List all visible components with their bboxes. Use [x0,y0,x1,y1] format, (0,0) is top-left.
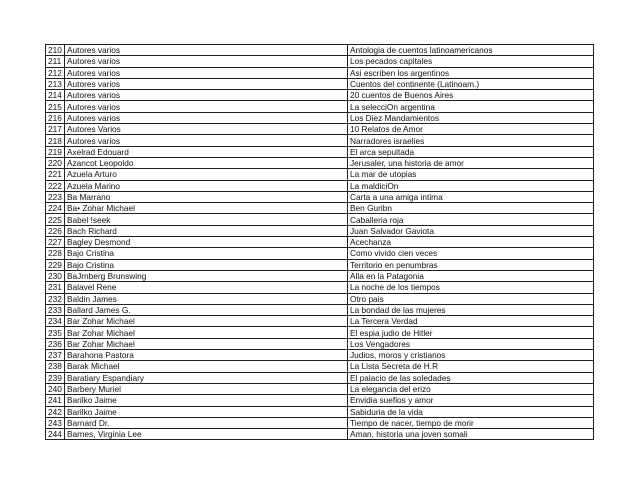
row-number-cell: 237 [46,350,65,361]
author-cell: Bar Zohar Michael [65,327,348,338]
row-number-cell: 225 [46,214,65,225]
table-row [46,270,594,281]
table-row [46,406,594,417]
author-cell: Autores varios [65,56,348,67]
author-cell: Barahona Pastora [65,350,348,361]
author-cell: Autores Varios [65,124,348,135]
row-number-cell: 222 [46,180,65,191]
title-cell: La Lista Secreta de H.R [348,361,594,372]
author-cell: Azuela Arturo [65,169,348,180]
table-row [46,395,594,406]
table-row [46,338,594,349]
title-cell: La elegancia del erizo [348,383,594,394]
row-number-cell: 244 [46,429,65,440]
author-cell: Bach Richard [65,225,348,236]
row-number-cell: 236 [46,338,65,349]
title-cell: Sabiduria de la vida [348,406,594,417]
row-number-cell: 211 [46,56,65,67]
row-number-cell: 218 [46,135,65,146]
author-cell: Ballard James G. [65,304,348,315]
title-cell: Envidia suefios y amor [348,395,594,406]
title-cell: Tiempo de nacer, tiempo de morir [348,417,594,428]
title-cell: La mar de utopias [348,169,594,180]
title-cell: La maldiciOn [348,180,594,191]
book-list-table [45,44,594,440]
row-number-cell: 238 [46,361,65,372]
table-row [46,45,594,56]
author-cell: BaJrnberg Brunswing [65,270,348,281]
author-cell: Bajo Cristina [65,248,348,259]
row-number-cell: 241 [46,395,65,406]
row-number-cell: 239 [46,372,65,383]
row-number-cell: 229 [46,259,65,270]
title-cell: Acechanza [348,237,594,248]
table-row [46,214,594,225]
row-number-cell: 228 [46,248,65,259]
table-row [46,203,594,214]
table-row [46,304,594,315]
author-cell: Autores varios [65,78,348,89]
table-row [46,169,594,180]
row-number-cell: 243 [46,417,65,428]
author-cell: Barilko Jaime [65,406,348,417]
table-row [46,180,594,191]
title-cell: Caballeria roja [348,214,594,225]
title-cell: Ben Guribn [348,203,594,214]
author-cell: Autores varios [65,45,348,56]
table-row [46,112,594,123]
title-cell: El arca sepultada [348,146,594,157]
table-row [46,383,594,394]
title-cell: Alla en la Patagonia [348,270,594,281]
title-cell: Los Vengadores [348,338,594,349]
author-cell: Balavel Rene [65,282,348,293]
table-row [46,78,594,89]
table-row [46,146,594,157]
table-row [46,56,594,67]
table-row [46,124,594,135]
author-cell: Baratiary Espandiary [65,372,348,383]
title-cell: Asi escriben los argentinos [348,67,594,78]
table-row [46,429,594,440]
book-list-body [46,45,594,440]
title-cell: El palacio de las soledades [348,372,594,383]
row-number-cell: 224 [46,203,65,214]
row-number-cell: 220 [46,157,65,168]
row-number-cell: 226 [46,225,65,236]
title-cell: La bondad de las mujeres [348,304,594,315]
table-row [46,316,594,327]
row-number-cell: 216 [46,112,65,123]
title-cell: Cuentos del continente (Latinoam.) [348,78,594,89]
table-row [46,259,594,270]
author-cell: Axelrad Edouard [65,146,348,157]
row-number-cell: 213 [46,78,65,89]
table-row [46,67,594,78]
table-row [46,293,594,304]
author-cell: Azuela Marino [65,180,348,191]
author-cell: Bagley Desmond [65,237,348,248]
row-number-cell: 242 [46,406,65,417]
title-cell: Jerusaler, una historia de amor [348,157,594,168]
row-number-cell: 233 [46,304,65,315]
author-cell: Autores varios [65,112,348,123]
table-row [46,417,594,428]
row-number-cell: 217 [46,124,65,135]
title-cell: El espia judio de Hitler [348,327,594,338]
author-cell: Bajo Cristina [65,259,348,270]
title-cell: Territorio en penumbras [348,259,594,270]
title-cell: La Tercera Verdad [348,316,594,327]
row-number-cell: 231 [46,282,65,293]
table-row [46,90,594,101]
table-row [46,135,594,146]
author-cell: Barak Michael [65,361,348,372]
table-row [46,327,594,338]
title-cell: Juan Salvador Gaviota [348,225,594,236]
row-number-cell: 223 [46,191,65,202]
row-number-cell: 240 [46,383,65,394]
table-row [46,101,594,112]
author-cell: Bar Zohar Michael [65,316,348,327]
row-number-cell: 210 [46,45,65,56]
author-cell: Autores varios [65,67,348,78]
table-row [46,361,594,372]
title-cell: 20 cuentos de Buenos Aires [348,90,594,101]
title-cell: Aman, historia una joven somali [348,429,594,440]
row-number-cell: 227 [46,237,65,248]
author-cell: Barnes, Virginia Lee [65,429,348,440]
table-row [46,248,594,259]
row-number-cell: 221 [46,169,65,180]
row-number-cell: 219 [46,146,65,157]
row-number-cell: 232 [46,293,65,304]
author-cell: Azancot Leopoldo [65,157,348,168]
row-number-cell: 230 [46,270,65,281]
row-number-cell: 214 [46,90,65,101]
table-row [46,225,594,236]
author-cell: Barnard Dr. [65,417,348,428]
author-cell: Babel !seek [65,214,348,225]
table-row [46,350,594,361]
title-cell: Como vivido cien veces [348,248,594,259]
table-row [46,282,594,293]
author-cell: Baldin James [65,293,348,304]
title-cell: Otro pais [348,293,594,304]
title-cell: Carta a una amiga intima [348,191,594,202]
title-cell: Los pecados capitales [348,56,594,67]
title-cell: Los Diez Mandamientos [348,112,594,123]
title-cell: Antologia de cuentos latinoamericanos [348,45,594,56]
row-number-cell: 212 [46,67,65,78]
title-cell: La selecciOn argentina [348,101,594,112]
author-cell: Autores varios [65,90,348,101]
table-row [46,157,594,168]
author-cell: Ba• Zohar Michael [65,203,348,214]
title-cell: 10 Relatos de Amor [348,124,594,135]
author-cell: Barilko Jaime [65,395,348,406]
table-row [46,237,594,248]
title-cell: Judios, moros y cristianos [348,350,594,361]
author-cell: Autores varios [65,135,348,146]
title-cell: La noche de los tiempos [348,282,594,293]
author-cell: Autores varios [65,101,348,112]
row-number-cell: 235 [46,327,65,338]
table-row [46,191,594,202]
title-cell: Narradores israelies [348,135,594,146]
author-cell: Ba Marrano [65,191,348,202]
table-row [46,372,594,383]
row-number-cell: 215 [46,101,65,112]
author-cell: Barbery Muriel [65,383,348,394]
author-cell: Bar Zohar Michael [65,338,348,349]
row-number-cell: 234 [46,316,65,327]
